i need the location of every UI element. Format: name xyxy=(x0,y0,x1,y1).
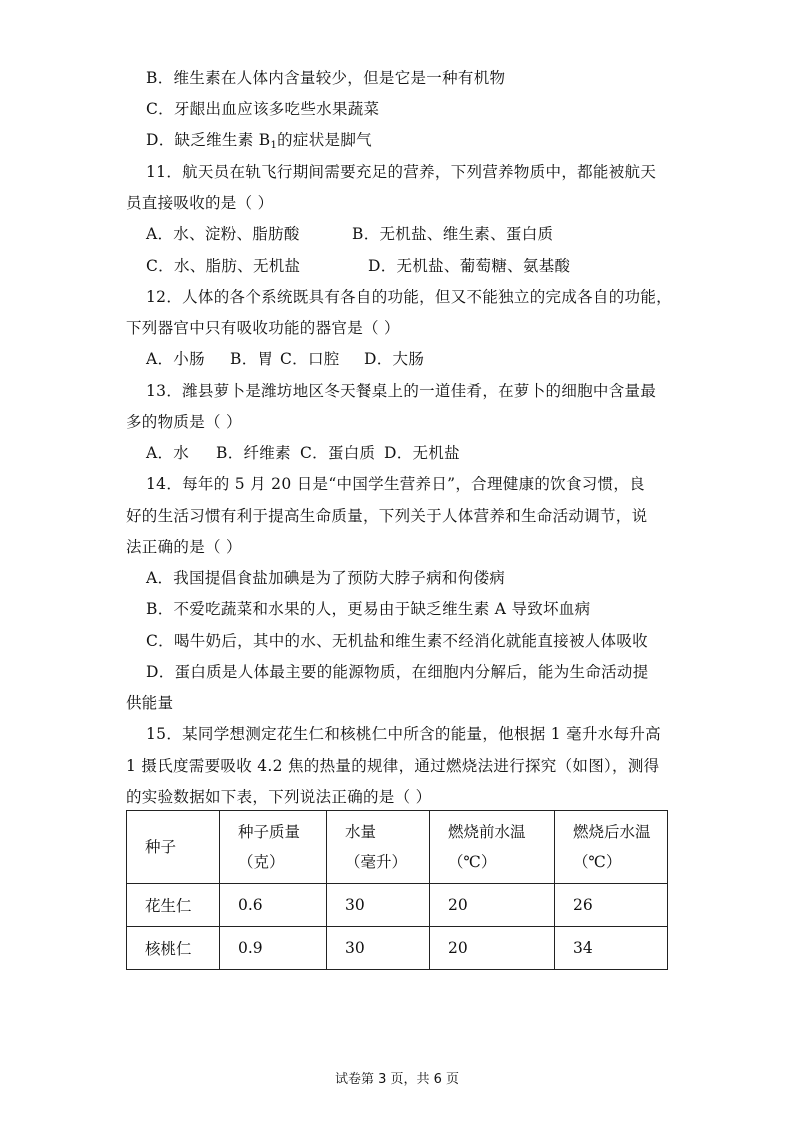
table-cell: 花生仁 xyxy=(127,884,220,927)
table-row xyxy=(127,884,668,927)
table-header-text: 燃烧后水温 xyxy=(573,823,651,841)
table-cell: 20 xyxy=(430,927,555,970)
table-row xyxy=(127,927,668,970)
table-cell: 30 xyxy=(327,884,430,927)
q13-option-b: B．纤维素 xyxy=(216,444,291,462)
q12-stem-line1: 12．人体的各个系统既具有各自的功能，但又不能独立的完成各自的功能， xyxy=(146,288,672,306)
q10-option-d-post: 的症状是脚气 xyxy=(277,131,372,149)
q14-option-d-line2: 供能量 xyxy=(126,694,174,712)
q12-option-b: B．胃 xyxy=(230,350,274,368)
q10-option-d-pre: D．缺乏维生素 B xyxy=(146,131,271,149)
q11-option-a: A．水、淀粉、脂肪酸 xyxy=(146,225,300,243)
q14-option-d-line1: D．蛋白质是人体最主要的能源物质，在细胞内分解后，能为生命活动提 xyxy=(146,663,649,681)
q10-option-c: C．牙龈出血应该多吃些水果蔬菜 xyxy=(146,100,380,118)
table-header-unit: （℃） xyxy=(573,853,622,871)
page-footer: 试卷第 3 页，共 6 页 xyxy=(334,1072,460,1087)
q12-stem-line2: 下列器官中只有吸收功能的器官是（ ） xyxy=(126,319,400,337)
q10-option-b: B．维生素在人体内含量较少，但是它是一种有机物 xyxy=(146,69,506,87)
q11-option-b: B．无机盐、维生素、蛋白质 xyxy=(352,225,554,243)
table-header-mass xyxy=(220,811,327,884)
q14-option-b: B．不爱吃蔬菜和水果的人，更易由于缺乏维生素 A 导致坏血病 xyxy=(146,600,591,618)
q10-option-d-sub: 1 xyxy=(270,140,278,151)
table-cell: 0.9 xyxy=(220,927,327,970)
q12-option-a: A．小肠 xyxy=(146,350,205,368)
q11-option-d: D．无机盐、葡萄糖、氨基酸 xyxy=(368,257,571,275)
table-cell: 0.6 xyxy=(220,884,327,927)
table-cell: 26 xyxy=(555,884,668,927)
table-header-temp-before xyxy=(430,811,555,884)
q15-stem-line3: 的实验数据如下表，下列说法正确的是（ ） xyxy=(126,788,432,806)
table-header-temp-after xyxy=(555,811,668,884)
q14-stem-line3: 法正确的是（ ） xyxy=(126,538,242,556)
table-header-unit: （克） xyxy=(238,853,285,871)
table-header-row xyxy=(127,811,668,884)
table-header-water xyxy=(327,811,430,884)
table-cell: 30 xyxy=(327,927,430,970)
table-header-text: 燃烧前水温 xyxy=(448,823,526,841)
q12-option-c: C．口腔 xyxy=(280,350,340,368)
q13-option-a: A．水 xyxy=(146,444,190,462)
q15-stem-line1: 15．某同学想测定花生仁和核桃仁中所含的能量，他根据 1 毫升水每升高 xyxy=(146,725,661,743)
table-header-text: 水量 xyxy=(345,823,377,841)
q14-option-c: C．喝牛奶后，其中的水、无机盐和维生素不经消化就能直接被人体吸收 xyxy=(146,632,648,650)
q13-option-c: C．蛋白质 xyxy=(300,444,376,462)
q11-stem-line1: 11．航天员在轨飞行期间需要充足的营养，下列营养物质中，都能被航天 xyxy=(146,163,657,181)
table-cell: 20 xyxy=(430,884,555,927)
q14-option-a: A．我国提倡食盐加碘是为了预防大脖子病和佝偻病 xyxy=(146,569,506,587)
q15-stem-line2: 1 摄氏度需要吸收 4.2 焦的热量的规律，通过燃烧法进行探究（如图），测得 xyxy=(126,757,660,775)
q14-stem-line1: 14．每年的 5 月 20 日是“中国学生营养日”，合理健康的饮食习惯，良 xyxy=(146,475,645,493)
table-header-unit: （毫升） xyxy=(345,853,408,871)
table-cell: 核桃仁 xyxy=(127,927,220,970)
q13-options xyxy=(146,441,460,463)
q12-option-d: D．大肠 xyxy=(364,350,425,368)
q11-option-c: C．水、脂肪、无机盐 xyxy=(146,257,301,275)
table-header-seed xyxy=(127,811,220,884)
table-header-unit: （℃） xyxy=(448,853,497,871)
experiment-data-table xyxy=(126,810,668,970)
q11-stem-line2: 员直接吸收的是（ ） xyxy=(126,194,274,212)
table-header-text: 种子 xyxy=(145,838,177,856)
table-cell: 34 xyxy=(555,927,668,970)
q13-stem-line2: 多的物质是（ ） xyxy=(126,413,242,431)
q11-options-row1 xyxy=(146,222,553,244)
table-header-text: 种子质量 xyxy=(238,823,301,841)
q10-option-d xyxy=(146,128,372,151)
q13-stem-line1: 13．潍县萝卜是潍坊地区冬天餐桌上的一道佳肴，在萝卜的细胞中含量最 xyxy=(146,382,657,400)
q12-options xyxy=(146,347,424,369)
q13-option-d: D．无机盐 xyxy=(384,444,460,462)
q14-stem-line2: 好的生活习惯有利于提高生命质量，下列关于人体营养和生命活动调节，说 xyxy=(126,507,648,525)
q11-options-row2 xyxy=(146,254,570,276)
